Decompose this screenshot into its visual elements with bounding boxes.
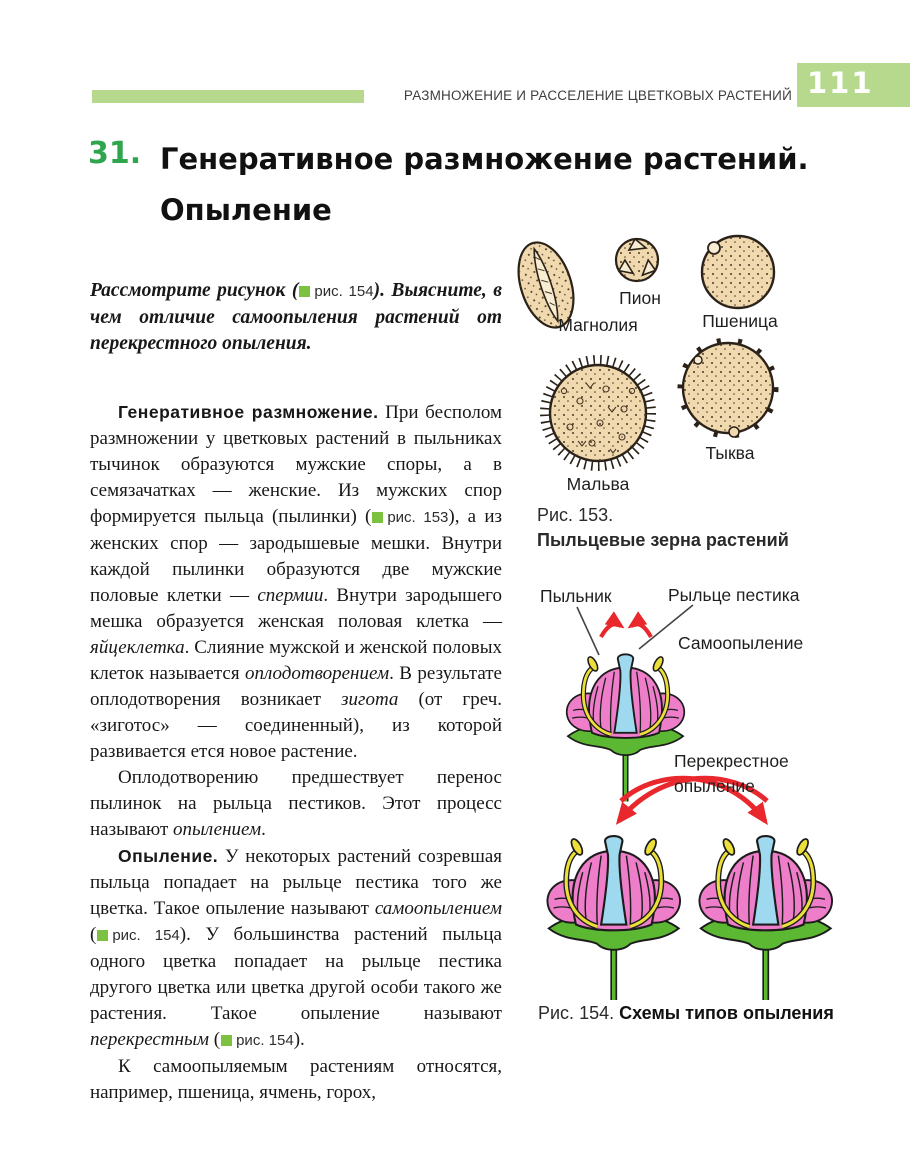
- header-green-bar: [92, 90, 364, 103]
- paragraph: [90, 1054, 502, 1106]
- page-number-box: [797, 63, 910, 107]
- text-run: спермии: [257, 585, 324, 606]
- text-run: опылением: [173, 819, 262, 840]
- text-run: зигота: [341, 689, 399, 710]
- paragraph: [90, 278, 502, 357]
- paragraph: [90, 399, 502, 765]
- pollen-pumpkin: [681, 341, 775, 437]
- text-run: самоопылением: [374, 898, 502, 919]
- text-run: (от греч. «зиготос» — соединенный), из которой развивается ется новое растение.: [90, 689, 502, 762]
- text-run: . Внутри зародышего мешка образуется женская половая клетка —: [90, 585, 502, 632]
- fig154-label-cross-line1: Перекрестное: [674, 751, 789, 771]
- fig153-label-wheat: Пшеница: [702, 311, 778, 331]
- text-run: ).: [293, 1029, 305, 1050]
- text-run: При бесполом размножении у цветковых растений в пыльниках тычинок образуются мужские споры, а в семязачатках — женские. Из мужских спор формируется пыльца (пылинки) (: [90, 402, 502, 527]
- fig154-label-anther: Пыльник: [540, 586, 612, 606]
- text-run: Оплодотворению предшествует перенос пылинок на рыльца пестиков. Этот процесс называют: [90, 767, 502, 840]
- pointer-line-anther: [577, 607, 599, 655]
- figure-reference: рис. 154: [220, 1032, 294, 1049]
- text-run: К самоопыляемым растениям относятся, например, пшеница, ячмень, горох,: [90, 1056, 502, 1103]
- figure-reference: рис. 153: [371, 509, 448, 526]
- text-run: (: [209, 1029, 221, 1050]
- paragraph-lead-in: Генеративное размножение.: [118, 402, 379, 422]
- text-run: Рассмотрите рисунок (: [90, 280, 299, 301]
- page-title-line2: Опыление: [160, 193, 332, 227]
- fig154-label-cross-line2: опыление: [674, 776, 755, 796]
- self-pollination-arrow-right: [631, 624, 651, 637]
- section-number: 31.: [88, 136, 142, 171]
- fig154-caption-number: Рис. 154.: [538, 1003, 615, 1023]
- text-run: ), а из женских спор — зародышевые мешки. Внутри каждой пылинки образуются две мужские половые клетки —: [90, 506, 503, 606]
- text-run: (: [90, 924, 97, 945]
- flower-cross-left: [547, 836, 680, 1000]
- page-title-line1: Генеративное размножение растений.: [160, 142, 809, 176]
- green-square-icon: [97, 930, 108, 941]
- fig153-label-peony: Пион: [619, 288, 661, 308]
- text-run: ). Выясните, в чем отличие самоопыления растений от перекрестного опыления.: [90, 280, 502, 354]
- green-square-icon: [221, 1035, 232, 1046]
- page-number: 111: [807, 66, 874, 100]
- green-square-icon: [372, 512, 383, 523]
- fig153-label-mallow: Мальва: [566, 474, 630, 494]
- pollen-peony: [616, 239, 658, 281]
- figure-reference: рис. 154: [298, 283, 373, 300]
- text-run: ). У большинства растений пыльца одного цветка попадает на рыльце пестика другого цветка или цветка другой особи такого же растения. Такое опыление называют: [90, 924, 502, 1024]
- paragraph-lead-in: Опыление.: [118, 846, 219, 866]
- pollen-mallow: [545, 360, 651, 466]
- fig154-caption: [538, 1003, 834, 1024]
- text-run: .: [261, 819, 266, 840]
- text-run: . В результате оплодотворения возникает: [90, 663, 502, 710]
- fig153-label-pumpkin: Тыква: [705, 443, 755, 463]
- fig154-label-self-pollination: Самоопыление: [678, 633, 804, 653]
- paragraph: [90, 765, 502, 843]
- fig153-caption-number: Рис. 153.: [537, 505, 614, 525]
- text-run: оплодотворением: [245, 663, 390, 684]
- green-square-icon: [299, 286, 310, 297]
- fig154-caption-title: Схемы типов опыления: [619, 1003, 834, 1023]
- text-run: У некоторых растений созревшая пыльца попадает на рыльце пестика того же цветка. Такое опыление называют: [90, 846, 502, 919]
- page-title: [160, 134, 880, 236]
- fig153-label-magnolia: Магнолия: [558, 315, 638, 335]
- text-run: . Слияние мужской и женской половых клеток называется: [90, 637, 502, 684]
- fig154-label-cross-pollination: [674, 751, 789, 797]
- self-pollination-arrow-left: [601, 624, 621, 637]
- figure-reference: рис. 154: [96, 927, 179, 944]
- body-text-column: [90, 278, 502, 1106]
- text-run: яйцеклетка: [90, 637, 185, 658]
- flower-cross-right: [699, 836, 832, 1000]
- paragraph: [90, 843, 502, 1054]
- fig153-caption-title: Пыльцевые зерна растений: [537, 530, 789, 550]
- text-run: перекрестным: [90, 1029, 210, 1050]
- fig154-label-stigma: Рыльце пестика: [668, 585, 800, 605]
- pollen-wheat: [702, 236, 774, 308]
- running-header: РАЗМНОЖЕНИЕ И РАССЕЛЕНИЕ ЦВЕТКОВЫХ РАСТЕНИЙ: [403, 88, 792, 103]
